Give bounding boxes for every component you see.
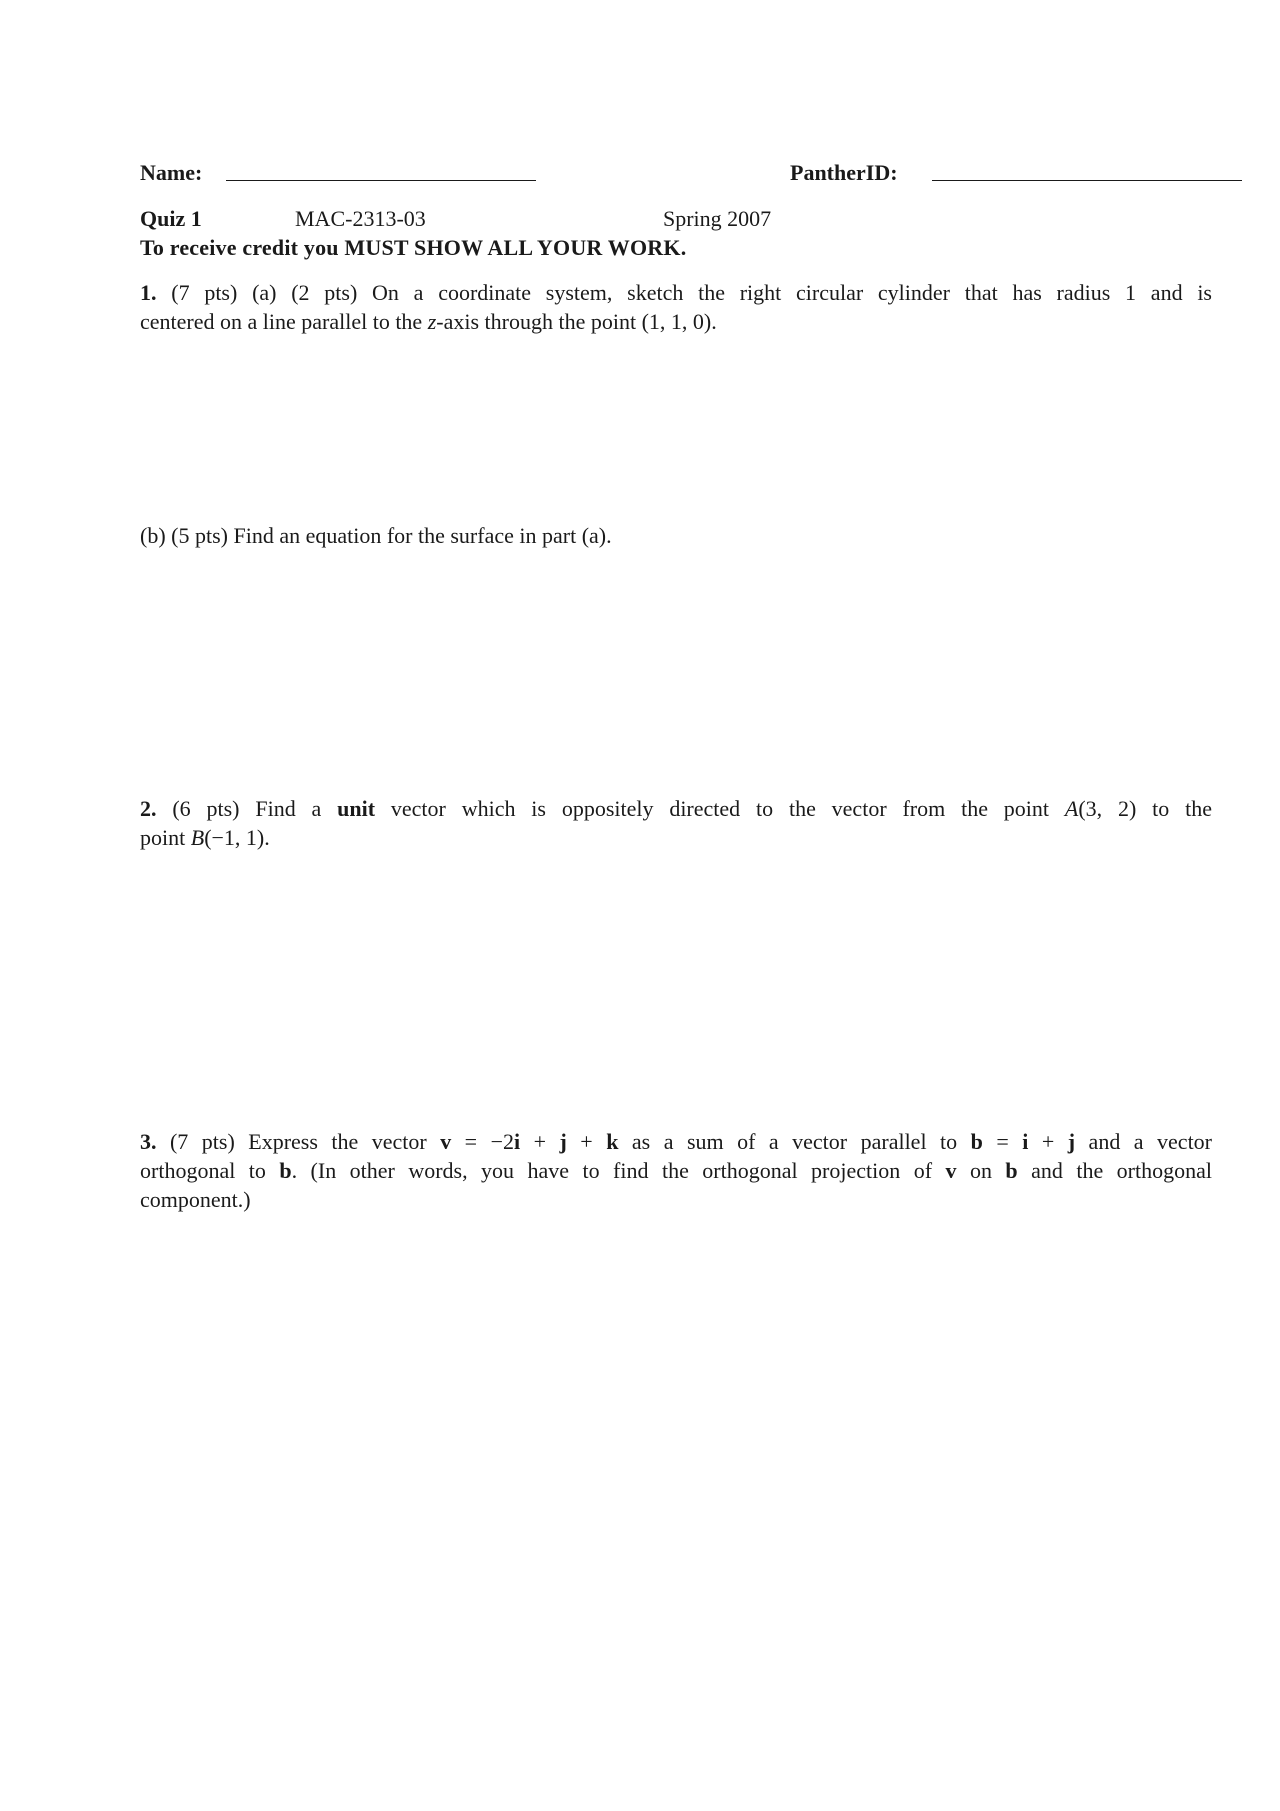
question-3-line-1 xyxy=(140,1127,1212,1156)
text-fragment: + xyxy=(1028,1129,1068,1154)
math-z: z xyxy=(427,309,437,334)
text-fragment: component.) xyxy=(140,1187,251,1212)
term: Spring 2007 xyxy=(663,206,772,231)
question-3 xyxy=(140,1127,1212,1214)
question-1 xyxy=(140,278,1212,336)
name-field-line[interactable] xyxy=(226,180,536,181)
question-number: 2. xyxy=(140,796,157,821)
vector-j: j xyxy=(1067,1129,1076,1154)
text-fragment: . (In other words, you have to find the orthogonal projection of xyxy=(291,1158,946,1183)
vector-b: b xyxy=(970,1129,983,1154)
text-fragment: (7 pts) Express the vector xyxy=(169,1129,441,1154)
question-1-line-1 xyxy=(140,278,1212,307)
question-number: 3. xyxy=(140,1129,157,1154)
question-3-line-2 xyxy=(140,1156,1212,1185)
text-fragment: vector which is oppositely directed to the vector from the point xyxy=(375,796,1065,821)
text-fragment: = xyxy=(982,1129,1023,1154)
question-2-line-2 xyxy=(140,823,1212,852)
text-fragment: = −2 xyxy=(451,1129,514,1154)
question-2-line-1 xyxy=(140,794,1212,823)
vector-i: i xyxy=(513,1129,521,1154)
text-fragment: -axis through the point (1, 1, 0). xyxy=(436,309,717,334)
question-number: 1. xyxy=(140,280,157,305)
text-fragment: and a vector xyxy=(1075,1129,1213,1154)
question-3-line-3 xyxy=(140,1185,1212,1214)
vector-v: v xyxy=(945,1158,957,1183)
question-1-text: (7 pts) (a) (2 pts) On a coordinate system, sketch the right circular cylinder that has radius 1 and is xyxy=(171,280,1212,305)
vector-b: b xyxy=(1005,1158,1018,1183)
text-fragment: (6 pts) Find a xyxy=(172,796,338,821)
vector-k: k xyxy=(606,1129,619,1154)
text-fragment: point xyxy=(140,825,191,850)
emphasis-unit: unit xyxy=(337,796,376,821)
vector-j: j xyxy=(559,1129,567,1154)
question-1b xyxy=(140,521,1212,550)
text-fragment: + xyxy=(520,1129,560,1154)
question-1b-text: (b) (5 pts) Find an equation for the surface in part (a). xyxy=(140,523,612,548)
text-fragment: (3, 2) to the xyxy=(1078,796,1212,821)
quiz-title: Quiz 1 xyxy=(140,206,202,231)
text-fragment: as a sum of a vector parallel to xyxy=(618,1129,971,1154)
panther-id-label: PantherID: xyxy=(790,160,898,185)
text-fragment: centered on a line parallel to the xyxy=(140,309,428,334)
vector-i: i xyxy=(1022,1129,1029,1154)
panther-id-field-line[interactable] xyxy=(932,180,1242,181)
instructions: To receive credit you MUST SHOW ALL YOUR WORK. xyxy=(140,235,687,260)
text-fragment: orthogonal to xyxy=(140,1158,280,1183)
text-fragment: and the orthogonal xyxy=(1017,1158,1212,1183)
text-fragment: on xyxy=(956,1158,1006,1183)
math-B: B xyxy=(190,825,205,850)
text-fragment: + xyxy=(566,1129,607,1154)
course-code: MAC-2313-03 xyxy=(295,206,426,231)
name-label: Name: xyxy=(140,160,203,185)
vector-v: v xyxy=(440,1129,452,1154)
math-A: A xyxy=(1064,796,1079,821)
question-2 xyxy=(140,794,1212,852)
question-1-line-2 xyxy=(140,307,1212,336)
text-fragment: (−1, 1). xyxy=(204,825,270,850)
vector-b: b xyxy=(279,1158,292,1183)
